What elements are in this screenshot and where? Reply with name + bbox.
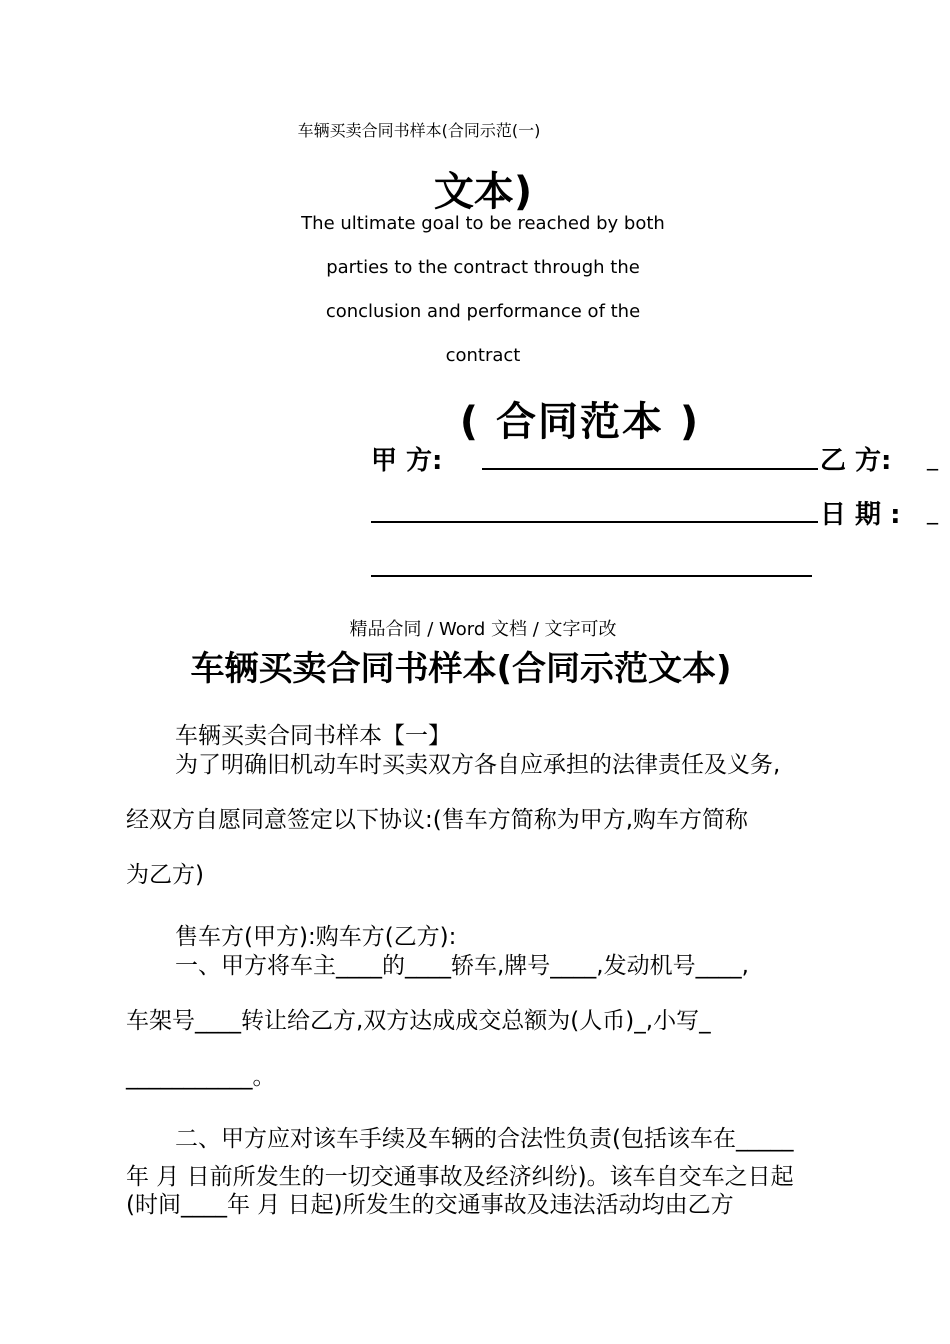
cover-big-title: 文本) bbox=[433, 169, 533, 215]
english-subtitle-line: conclusion and performance of the bbox=[325, 301, 641, 322]
paragraph-line: 二、甲方应对该车手续及车辆的合法性负责(包括该车在_____ bbox=[175, 1126, 794, 1152]
paragraph-line: 年 月 日前所发生的一切交通事故及经济纠纷)。该车自交车之日起 bbox=[126, 1164, 794, 1190]
paragraph-line: 车辆买卖合同书样本【一】 bbox=[175, 723, 451, 749]
party-b-label: 乙 方: bbox=[820, 446, 892, 476]
date-blank-mark: _ bbox=[927, 500, 938, 525]
paragraph-line: ___________。 bbox=[126, 1064, 276, 1090]
paragraph-line: 为乙方) bbox=[126, 862, 204, 888]
date-label: 日 期 : bbox=[820, 500, 901, 530]
paragraph-line: 为了明确旧机动车时买卖双方各自应承担的法律责任及义务, bbox=[175, 752, 781, 778]
party-b-blank-mark: _ bbox=[927, 446, 938, 471]
paragraph-line: 一、甲方将车主____的____轿车,牌号____,发动机号____, bbox=[175, 953, 749, 979]
date-blank-line bbox=[371, 521, 818, 523]
english-subtitle-line: parties to the contract through the bbox=[326, 257, 640, 278]
paragraph-line: 售车方(甲方):购车方(乙方): bbox=[175, 924, 457, 950]
paragraph-line: 车架号____转让给乙方,双方达成成交总额为(人币)_,小写_ bbox=[126, 1008, 711, 1034]
party-a-blank-line bbox=[482, 468, 818, 470]
contract-sample-label: ( 合同范本 ) bbox=[459, 399, 701, 445]
cover-top-title: 车辆买卖合同书样本(合同示范(一) bbox=[297, 121, 541, 140]
paragraph-line: 经双方自愿同意签定以下协议:(售车方简称为甲方,购车方简称 bbox=[126, 807, 749, 833]
signature-blank-line bbox=[371, 575, 812, 577]
document-header-tag: 精品合同 / Word 文档 / 文字可改 bbox=[349, 619, 617, 640]
english-subtitle-line: The ultimate goal to be reached by both bbox=[301, 213, 665, 234]
paragraph-line: (时间____年 月 日起)所发生的交通事故及违法活动均由乙方 bbox=[126, 1192, 734, 1218]
document-title: 车辆买卖合同书样本(合同示范文本) bbox=[190, 649, 732, 689]
english-subtitle-line: contract bbox=[445, 345, 521, 366]
party-a-label: 甲 方: bbox=[371, 446, 443, 476]
